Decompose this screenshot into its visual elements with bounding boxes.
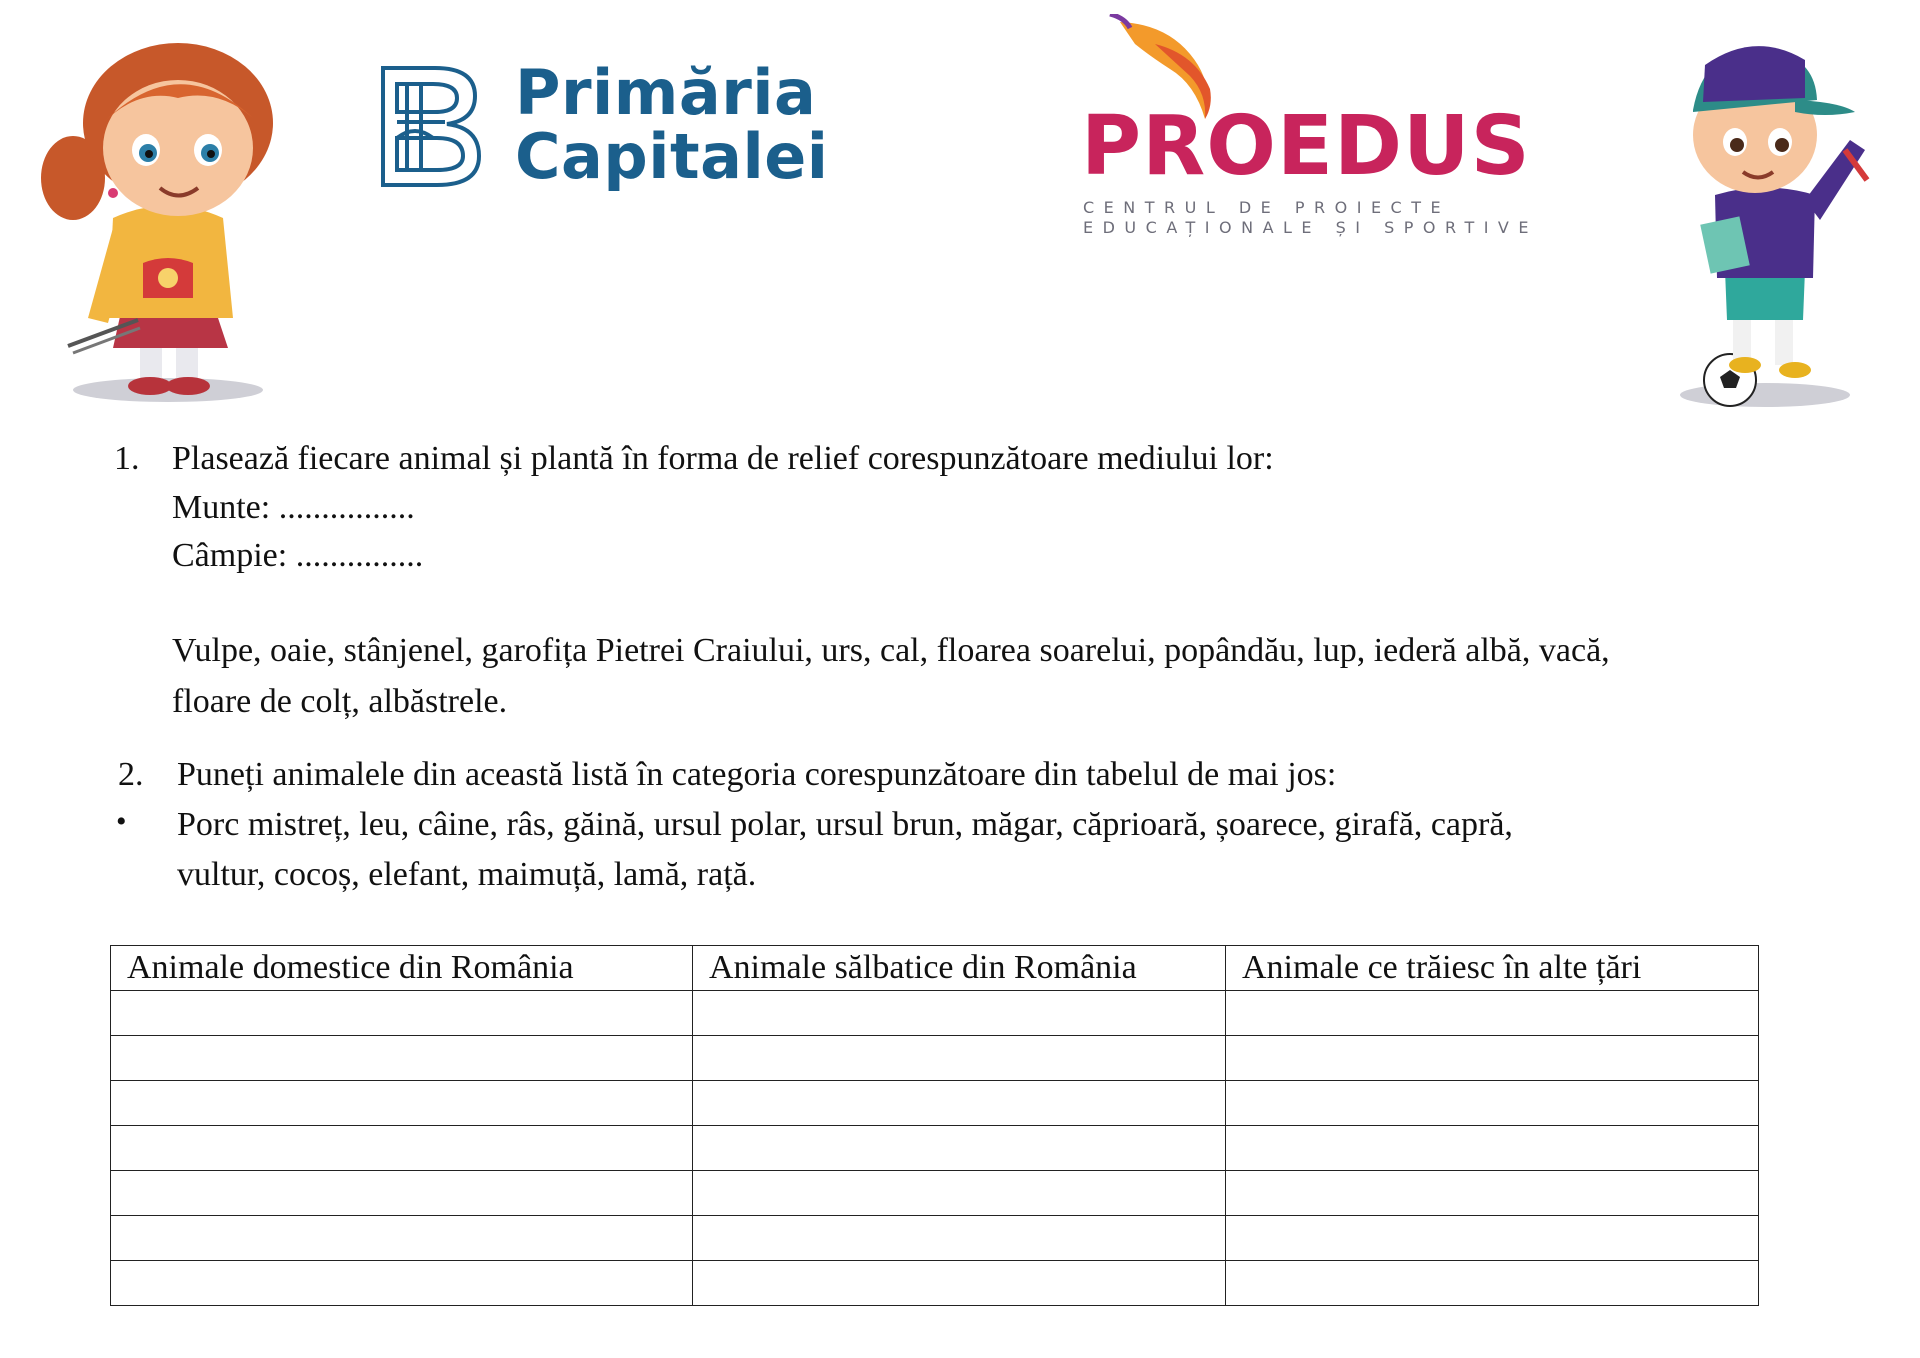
exercise2-instruction: Puneți animalele din această listă în categoria corespunzătoare din tabelul de mai jos: [177, 756, 1337, 793]
table-row [111, 1036, 1759, 1081]
answer-cell[interactable] [1226, 1216, 1759, 1261]
answer-cell[interactable] [111, 1216, 693, 1261]
answer-cell[interactable] [111, 1126, 693, 1171]
answer-cell[interactable] [1226, 1261, 1759, 1306]
answer-cell[interactable] [111, 1036, 693, 1081]
table-row [111, 1171, 1759, 1216]
munte-answer-line[interactable]: Munte: ................ [172, 489, 415, 526]
girl-character-illustration [28, 28, 278, 408]
exercise2-animal-list-line1: Porc mistreț, leu, câine, râs, găină, ursul polar, ursul brun, măgar, căprioară, șoarece, girafă, capră, [177, 806, 1513, 843]
table-body [111, 991, 1759, 1306]
exercise1-word-list-line1: Vulpe, oaie, stânjenel, garofița Pietrei Craiului, urs, cal, floarea soarelui, popândău, lup, iederă albă, vacă, [172, 632, 1610, 669]
answer-cell[interactable] [1226, 991, 1759, 1036]
answer-cell[interactable] [1226, 1126, 1759, 1171]
answer-cell[interactable] [693, 1126, 1226, 1171]
primaria-logo-line1: Primăria [515, 56, 817, 129]
header-foreign-animals: Animale ce trăiesc în alte țări [1226, 946, 1759, 991]
exercise1-word-list-line2: floare de colț, albăstrele. [172, 683, 508, 720]
answer-cell[interactable] [693, 1216, 1226, 1261]
answer-cell[interactable] [1226, 1036, 1759, 1081]
primaria-capitalei-logo [375, 56, 829, 197]
answer-cell[interactable] [693, 1171, 1226, 1216]
exercise2-animal-list-line2: vultur, cocoș, elefant, maimuță, lamă, rață. [177, 856, 757, 893]
table-row [111, 1081, 1759, 1126]
table-row [111, 1216, 1759, 1261]
answer-cell[interactable] [1226, 1081, 1759, 1126]
header-wild-animals: Animale sălbatice din România [693, 946, 1226, 991]
proedus-wordmark: PROEDUS [1081, 99, 1531, 194]
boy-character-illustration [1655, 20, 1870, 415]
answer-cell[interactable] [111, 1171, 693, 1216]
table-header-row [111, 946, 1759, 991]
proedus-subtitle-line2: EDUCAȚIONALE ȘI SPORTIVE [1083, 218, 1538, 237]
answer-cell[interactable] [111, 991, 693, 1036]
proedus-subtitle-line1: CENTRUL DE PROIECTE [1083, 198, 1451, 217]
answer-cell[interactable] [693, 991, 1226, 1036]
primaria-logo-line2: Capitalei [515, 120, 829, 193]
table-row [111, 991, 1759, 1036]
answer-cell[interactable] [111, 1261, 693, 1306]
table-row [111, 1261, 1759, 1306]
proedus-logo [1075, 14, 1538, 237]
answer-cell[interactable] [693, 1261, 1226, 1306]
answer-cell[interactable] [693, 1036, 1226, 1081]
table-row [111, 1126, 1759, 1171]
answer-cell[interactable] [1226, 1171, 1759, 1216]
campie-answer-line[interactable]: Câmpie: ............... [172, 537, 424, 574]
primaria-emblem-icon [375, 64, 485, 189]
bullet-icon: • [116, 805, 127, 838]
exercise1-instruction: Plasează fiecare animal și plantă în forma de relief corespunzătoare mediului lor: [172, 440, 1274, 477]
animal-category-table [110, 945, 1759, 1306]
exercise1-number: 1. [114, 440, 140, 477]
answer-cell[interactable] [693, 1081, 1226, 1126]
exercise2-number: 2. [118, 756, 144, 793]
header-domestic-animals: Animale domestice din România [111, 946, 693, 991]
answer-cell[interactable] [111, 1081, 693, 1126]
